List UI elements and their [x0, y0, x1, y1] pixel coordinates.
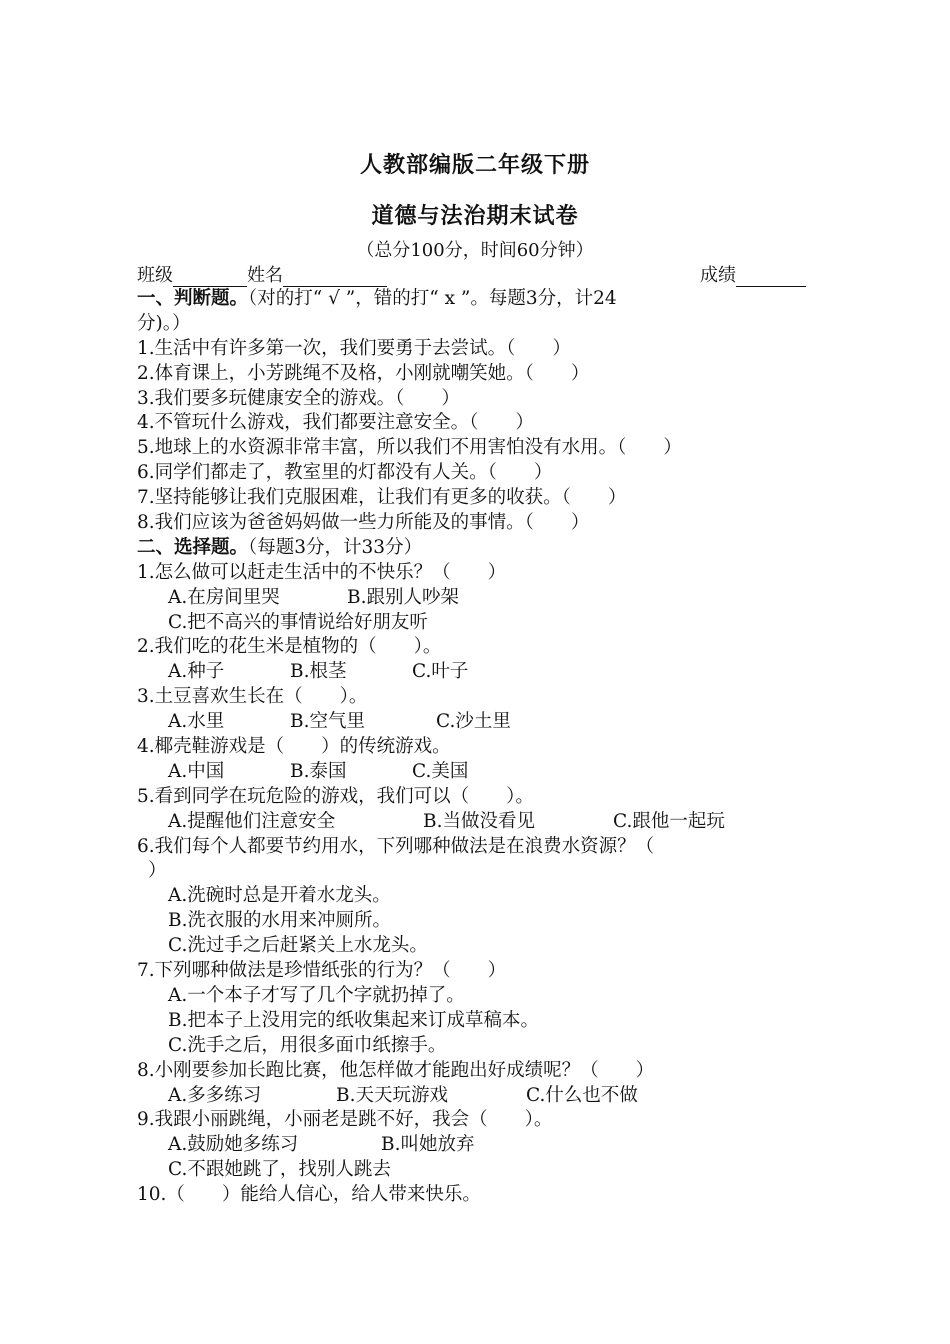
judge-item-7: 7.坚持能够让我们克服困难，让我们有更多的收获。（ ） — [137, 487, 627, 509]
choice-q6-stem-cont: ） — [148, 860, 167, 882]
choice-q4-options — [137, 760, 817, 785]
q2-option-b: B.根茎 — [290, 661, 347, 683]
choice-q5-options — [137, 810, 817, 835]
choice-q6-stem: 6.我们每个人都要节约用水，下列哪种做法是在浪费水资源？（ — [137, 835, 655, 857]
q5-option-c: C.跟他一起玩 — [613, 810, 725, 832]
judge-item-5: 5.地球上的水资源非常丰富，所以我们不用害怕没有水用。（ ） — [137, 437, 682, 459]
choice-q3-options — [137, 710, 817, 735]
choice-q4-stem: 4.椰壳鞋游戏是（ ）的传统游戏。 — [137, 736, 451, 758]
choice-q2-options — [137, 660, 817, 685]
name-label: 姓名 — [247, 265, 283, 286]
q2-option-c: C.叶子 — [412, 661, 469, 683]
q8-option-c: C.什么也不做 — [526, 1084, 638, 1106]
choice-q5-stem: 5.看到同学在玩危险的游戏，我们可以（ ）。 — [137, 785, 534, 807]
student-info-line — [137, 261, 812, 287]
section2-heading-line — [137, 536, 817, 561]
section2-heading: 二、选择题。 — [137, 536, 249, 558]
section1-heading-line — [137, 287, 817, 312]
exam-body — [137, 287, 817, 1208]
choice-q1-stem: 1.怎么做可以赶走生活中的不快乐？（ ） — [137, 561, 507, 583]
judge-item-4: 4.不管玩什么游戏，我们都要注意安全。（ ） — [137, 412, 534, 434]
q8-option-b: B.天天玩游戏 — [336, 1084, 448, 1106]
q3-option-c: C.沙土里 — [436, 711, 511, 733]
q7-option-c: C.洗手之后，用很多面巾纸擦手。 — [168, 1034, 447, 1056]
choice-q8-stem: 8.小刚要参加长跑比赛，他怎样做才能跑出好成绩呢？（ ） — [137, 1059, 655, 1081]
choice-q9-stem: 9.我跟小丽跳绳，小丽老是跳不好，我会（ ）。 — [137, 1109, 553, 1131]
choice-q10-stem: 10.（ ）能给人信心，给人带来快乐。 — [137, 1184, 481, 1206]
q7-option-a: A.一个本子才写了几个字就扔掉了。 — [168, 984, 465, 1006]
q6-option-a: A.洗碗时总是开着水龙头。 — [168, 885, 391, 907]
q8-option-a: A.多多练习 — [168, 1084, 262, 1106]
score-label: 成绩 — [700, 265, 736, 286]
q3-option-a: A.水里 — [168, 711, 225, 733]
judge-item-3: 3.我们要多玩健康安全的游戏。（ ） — [137, 387, 460, 409]
choice-q3-stem: 3.土豆喜欢生长在（ ）。 — [137, 686, 368, 708]
choice-q2-stem: 2.我们吃的花生米是植物的（ ）。 — [137, 636, 442, 658]
q9-option-a: A.鼓励她多练习 — [168, 1134, 299, 1156]
choice-q1-options-ab — [137, 586, 817, 611]
judge-item-8: 8.我们应该为爸爸妈妈做一些力所能及的事情。（ ） — [137, 512, 590, 534]
section1-instruction-cont: 分)。） — [137, 312, 191, 334]
section1-heading: 一、判断题。 — [137, 288, 249, 309]
q5-option-b: B.当做没看见 — [423, 810, 535, 832]
q3-option-b: B.空气里 — [290, 711, 365, 733]
q1-option-a: A.在房间里哭 — [168, 586, 280, 608]
exam-title-line1: 人教部编版二年级下册 — [359, 152, 590, 178]
q4-option-b: B.泰国 — [290, 760, 347, 782]
choice-q9-options-ab — [137, 1133, 817, 1158]
q4-option-a: A.中国 — [168, 760, 225, 782]
judge-item-2: 2.体育课上，小芳跳绳不及格，小刚就嘲笑她。（ ） — [137, 362, 590, 384]
q9-option-b: B.叫她放弃 — [381, 1134, 475, 1156]
exam-subtitle: （总分100分，时间60分钟） — [356, 240, 594, 261]
section1-instruction: （对的打“ √ ”，错的打“ x ”。每题3分，计24 — [248, 288, 617, 309]
class-field[interactable] — [173, 266, 247, 287]
choice-q7-stem: 7.下列哪种做法是珍惜纸张的行为？（ ） — [137, 960, 507, 982]
q9-option-c: C.不跟她跳了，找别人跳去 — [168, 1159, 391, 1181]
class-label: 班级 — [137, 265, 173, 286]
q1-option-b: B.跟别人吵架 — [347, 586, 459, 608]
q6-option-b: B.洗衣服的水用来冲厕所。 — [168, 910, 391, 932]
q5-option-a: A.提醒他们注意安全 — [168, 810, 336, 832]
q1-option-c: C.把不高兴的事情说给好朋友听 — [168, 611, 428, 633]
judge-item-1: 1.生活中有许多第一次，我们要勇于去尝试。（ ） — [137, 337, 571, 359]
q7-option-b: B.把本子上没用完的纸收集起来订成草稿本。 — [168, 1009, 539, 1031]
choice-q8-options — [137, 1084, 817, 1109]
q4-option-c: C.美国 — [412, 760, 469, 782]
exam-title-line2: 道德与法治期末试卷 — [371, 203, 579, 229]
score-field[interactable] — [736, 266, 806, 287]
q2-option-a: A.种子 — [168, 661, 225, 683]
section2-instruction: （每题3分，计33分） — [248, 536, 423, 558]
name-field[interactable] — [283, 266, 387, 287]
q6-option-c: C.洗过手之后赶紧关上水龙头。 — [168, 935, 428, 957]
judge-item-6: 6.同学们都走了，教室里的灯都没有人关。（ ） — [137, 462, 553, 484]
